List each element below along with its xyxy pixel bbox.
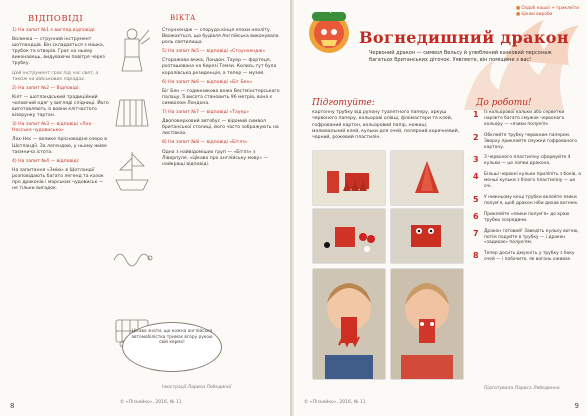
step-photo-1 — [312, 150, 386, 206]
illustrator-credit: Ілюстрації Лариси Лебединої — [162, 385, 232, 390]
step-item — [473, 195, 583, 207]
step-photo-2 — [390, 150, 464, 206]
step-text: Обклейте трубку червоним папером. Зверху приклейте смужки гофрованого картону. — [484, 132, 577, 150]
step-item — [473, 133, 583, 151]
step-number: 4 — [473, 172, 479, 182]
answer-note: Цей інструмент грає під час свят, а також на військових парадах. — [12, 70, 99, 82]
right-page — [294, 0, 587, 416]
intro-text: Червоний дракон — символ Вельсу й улюблений казковий персонаж багатьох британських діточок. Уявляєте, він поміщене з вас! — [369, 50, 552, 63]
answer-text: На запитання «Змію» в Шотландії розповідають багато легенд та казок про драконів і морських чудовиськ — не тільки вигадок. — [12, 167, 104, 192]
answer-heading: 4) На запит №4 — відповіді: — [12, 158, 80, 164]
materials-heading: Підготуйте: — [312, 98, 375, 108]
step-number: 5 — [473, 194, 479, 204]
step-number: 8 — [473, 251, 479, 261]
step-number: 2 — [473, 132, 479, 142]
steps-heading: До роботи! — [476, 98, 532, 108]
left-page — [0, 0, 290, 416]
page-number: 9 — [574, 402, 579, 410]
child-photo-1 — [312, 268, 386, 380]
step-text: Із кольорової кальки або серветки наріжте багато смужок червоного кольору — «язики полум'я». — [484, 110, 565, 127]
answer-text: Сторожова вежа, Лондон. Тауер — фортеця, розташована на березі Темзи. Колись тут була королівська резиденція, а тепер — музей. — [162, 58, 277, 76]
step-text: Тепер досить дмухніть у трубку з боку очей — і побачите, як вогонь оживає. — [484, 251, 575, 263]
child-photo-2 — [390, 268, 464, 380]
rubric-tag: ■ Цікаві вироби — [516, 12, 579, 18]
fun-fact-bubble — [122, 322, 222, 372]
copyright-footer: © «Пізнайко», 2016, № 11 — [120, 400, 182, 405]
step-number: 3 — [473, 155, 479, 165]
step-photo-3 — [312, 208, 386, 264]
answer-text: Лох-Нес — велике прісноводне озеро в Шотландії. За легендою, у ньому живе таємнича істота. — [12, 137, 107, 155]
step-number: 1 — [473, 110, 479, 119]
answers-column-2 — [162, 28, 280, 171]
step-number: 7 — [473, 228, 479, 238]
answer-heading: 7) На запит №7 — відповіді «Тауер» — [162, 110, 250, 116]
step-item — [473, 110, 583, 128]
answer-heading: 2) На запит №2 — Відповіді: — [12, 85, 80, 91]
answer-heading: 3) На запит №3 — відповіді «Лох-Несське чудовисько» — [12, 122, 93, 134]
page-number: 8 — [10, 402, 15, 410]
illustrator-credit: Підготувала Лариса Лебединна — [484, 386, 560, 391]
step-item — [473, 172, 583, 190]
step-photo-4 — [390, 208, 464, 264]
answer-heading: 8) На запит №8 — відповіді «Бітлз» — [162, 140, 248, 146]
step-item — [473, 212, 583, 224]
rubric-tag: ■ Оздоб нашої + приклеїти — [516, 6, 579, 12]
answer-text: Біг Бен — годинникова вежа Вестмінстерського палацу. Її висота становить 96 метрів, вона є символом Лондона. — [162, 88, 280, 106]
quiz-title: ВІКТА — [170, 14, 196, 22]
fun-fact-text: Цікаво знати, що кожна англійська автомобілістка тримає вгору рукою свій кермо! — [131, 329, 213, 346]
step-item — [473, 251, 583, 263]
logo-text: Майстерня — [309, 8, 341, 14]
rubric-tags — [516, 6, 579, 18]
answers-column-1 — [12, 28, 110, 195]
step-item — [473, 155, 583, 167]
answer-heading: 1) На запит №1 є вигляд відповіді: — [12, 28, 96, 33]
step-number: 6 — [473, 211, 479, 221]
answers-title: ВІДПОВІДІ — [28, 14, 84, 24]
materials-text: картонну трубку від рулону туалетного паперу, аркуш червоного паперу, кольорові олівці, фломастери та клей, гофрований картон, кольоровий папір, ножиці, малювальний клей, кульки для очей, полярний коричневий, чорний, рожевий пластилін. — [312, 110, 460, 141]
steps-list — [473, 110, 583, 268]
answer-text: Одна з найвідоміших груп — «Бітлз» з Ліверпуля. «Цікаво про англійську мову» — найкращі відповіді. — [162, 149, 269, 167]
answer-text: Двоповерховий автобус — відомий символ британської столиці, його часто зображують на листівках. — [162, 119, 279, 137]
step-text: У нижньому кінці трубки вклейте язики полум'я, щоб дракон ніби дихав вогнем. — [484, 194, 579, 206]
answer-text: Кілт — шотландський традиційний чоловічий одяг у вигляді спідниці. Його виготовляють із вовни клітчастого візерунку тартан. — [12, 94, 109, 119]
step-text: З червоного пластиліну сформуйте 4 кульки — це лапки дракона. — [484, 155, 571, 167]
answer-heading: 5) На запит №5 — відповіді «Стоунхендж» — [162, 49, 266, 55]
answer-text: Стоунхендж — споруда кінця епохи неоліту. Вважається, що будівля Англійська виконувала роль святилища. — [162, 28, 279, 46]
step-item — [473, 229, 583, 247]
answer-text: Волинка — струнний інструмент шотландців. Він складається з мішка, трубок та отворів. Грає на ньому виконавець, видуваючи повітря через трубку. — [12, 37, 105, 67]
step-text: Більші червоні кульки приліпіть з боків, а менші кульки з білого пластиліну — це очі. — [484, 172, 581, 190]
copyright-footer: © «Пізнайко», 2016, № 11 — [304, 400, 366, 405]
page-title: Вогнедишний дракон — [359, 28, 569, 47]
step-text: Приклейте «язики полум'я» до краю трубки зсередини. — [484, 211, 570, 223]
step-text: Дракон готовий! Заведіть кульку вогню, потім подуйте в трубку — і дракон «задихає» полум'ям. — [484, 228, 579, 246]
answer-heading: 6) На запит №6 — відповіді «Біг Бен» — [162, 79, 253, 85]
